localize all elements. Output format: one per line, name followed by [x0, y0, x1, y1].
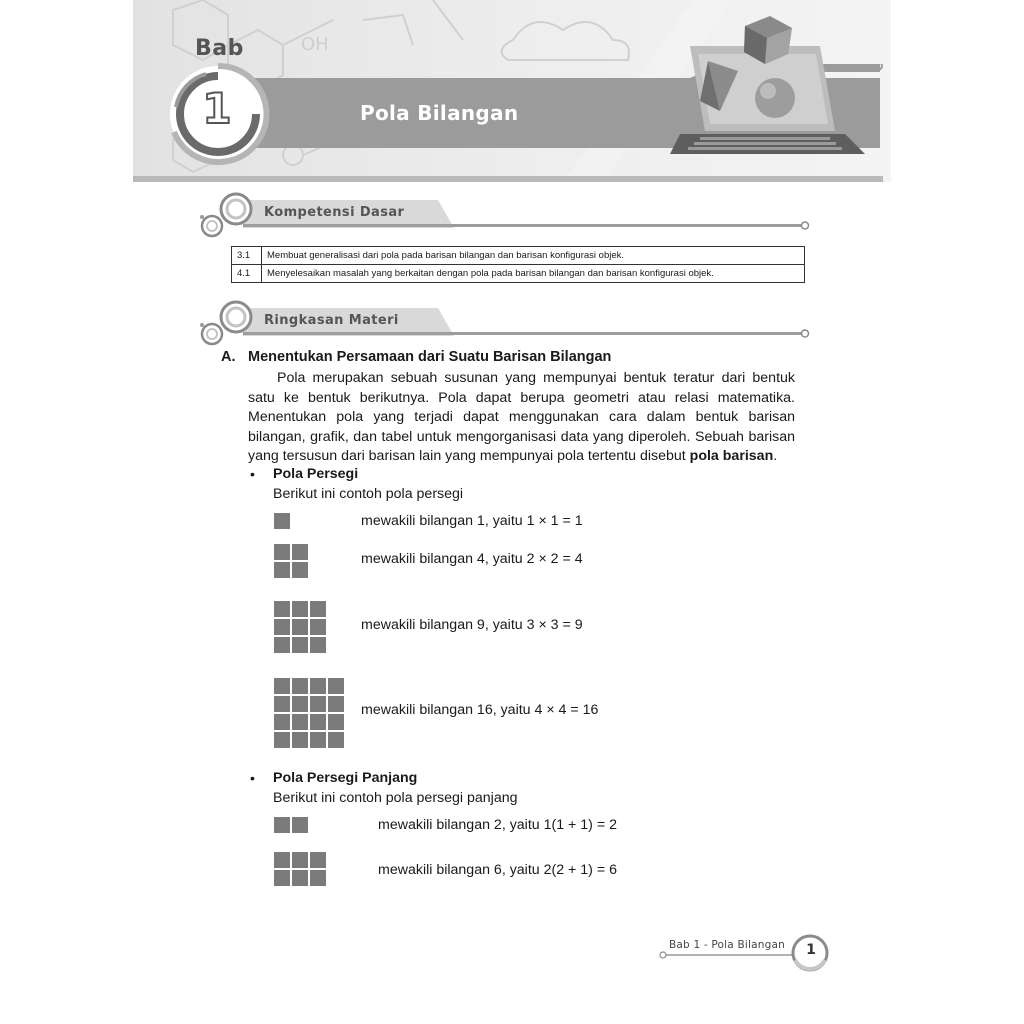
grid-square — [310, 619, 326, 635]
bullet-marker: • — [250, 770, 255, 786]
grid-square — [292, 817, 308, 833]
grid-square — [292, 852, 308, 868]
grid-square — [274, 601, 290, 617]
kd-description: Membuat generalisasi dari pola pada barisan bilangan dan barisan konfigurasi objek. — [262, 247, 805, 265]
laptop-3d-shapes-illustration — [670, 16, 870, 156]
square-caption-4: mewakili bilangan 4, yaitu 2 × 2 = 4 — [361, 551, 583, 567]
svg-text:OH: OH — [301, 34, 329, 55]
square-grid-1 — [274, 513, 290, 529]
page-number: 1 — [806, 942, 816, 958]
grid-square — [274, 637, 290, 653]
grid-square — [310, 637, 326, 653]
table-row — [232, 247, 805, 265]
grid-square — [328, 714, 344, 730]
grid-square — [310, 732, 326, 748]
paragraph-text: Pola merupakan sebuah susunan yang mempunyai bentuk teratur dari bentuk satu ke bentuk berikutnya. Pola dapat berupa geometri atau relasi matematika. Menentukan pola yang terjadi dapat menggunakan cara dalam bentuk barisan bilangan, grafik, dan tabel untuk mengorganisasi data yang diperoleh. Sebuah barisan yang tersusun dari barisan lain yang mempunyai pola tertentu disebut — [248, 370, 795, 465]
grid-square — [274, 544, 290, 560]
intro-paragraph — [248, 369, 795, 467]
grid-square — [292, 637, 308, 653]
pola-persegi-panjang-title: Pola Persegi Panjang — [273, 770, 418, 786]
square-caption-9: mewakili bilangan 9, yaitu 3 × 3 = 9 — [361, 617, 583, 633]
square-grid-4 — [274, 544, 308, 578]
square-caption-1: mewakili bilangan 1, yaitu 1 × 1 = 1 — [361, 513, 583, 529]
banner-bottom-rule — [133, 176, 883, 182]
grid-square — [310, 714, 326, 730]
grid-square — [328, 696, 344, 712]
grid-square — [292, 544, 308, 560]
paragraph-bold-term: pola barisan — [689, 448, 774, 465]
section-a-number: A. — [221, 349, 236, 365]
bullet-marker: • — [250, 466, 255, 482]
rectangle-caption-2: mewakili bilangan 2, yaitu 1(1 + 1) = 2 — [378, 817, 617, 833]
kompetensi-dasar-header — [198, 192, 810, 242]
kd-description: Menyelesaikan masalah yang berkaitan dengan pola pada barisan bilangan dan barisan konfigurasi objek. — [262, 265, 805, 283]
rectangle-grid-2 — [274, 817, 308, 833]
grid-square — [292, 696, 308, 712]
section-title: Kompetensi Dasar — [264, 205, 405, 220]
grid-square — [292, 870, 308, 886]
section-title: Ringkasan Materi — [264, 313, 399, 328]
grid-square — [274, 562, 290, 578]
grid-square — [274, 870, 290, 886]
rectangle-caption-6: mewakili bilangan 6, yaitu 2(2 + 1) = 6 — [378, 862, 617, 878]
bab-label: Bab — [195, 36, 244, 61]
grid-square — [328, 732, 344, 748]
grid-square — [292, 732, 308, 748]
grid-square — [310, 852, 326, 868]
grid-square — [310, 678, 326, 694]
kd-number: 4.1 — [232, 265, 262, 283]
grid-square — [274, 817, 290, 833]
grid-square — [310, 696, 326, 712]
grid-square — [274, 732, 290, 748]
table-row — [232, 265, 805, 283]
grid-square — [292, 678, 308, 694]
section-a-heading: Menentukan Persamaan dari Suatu Barisan Bilangan — [248, 349, 612, 365]
grid-square — [310, 870, 326, 886]
square-grid-16 — [274, 678, 344, 748]
grid-square — [274, 513, 290, 529]
kompetensi-dasar-table — [231, 246, 805, 283]
rectangle-grid-6 — [274, 852, 326, 886]
pola-persegi-desc: Berikut ini contoh pola persegi — [273, 486, 464, 502]
square-grid-9 — [274, 601, 326, 653]
grid-square — [274, 696, 290, 712]
grid-square — [292, 714, 308, 730]
ringkasan-materi-header — [198, 300, 810, 350]
grid-square — [274, 852, 290, 868]
grid-square — [274, 619, 290, 635]
paragraph-end: . — [773, 448, 778, 465]
grid-square — [274, 678, 290, 694]
chapter-title: Pola Bilangan — [360, 101, 519, 125]
running-title: Bab 1 - Pola Bilangan — [669, 939, 785, 951]
square-caption-16: mewakili bilangan 16, yaitu 4 × 4 = 16 — [361, 702, 599, 718]
chapter-number: 1 — [202, 84, 232, 133]
pola-persegi-panjang-desc: Berikut ini contoh pola persegi panjang — [273, 790, 518, 806]
grid-square — [292, 601, 308, 617]
pola-persegi-title: Pola Persegi — [273, 466, 359, 482]
kd-number: 3.1 — [232, 247, 262, 265]
grid-square — [310, 601, 326, 617]
grid-square — [328, 678, 344, 694]
grid-square — [292, 619, 308, 635]
grid-square — [292, 562, 308, 578]
grid-square — [274, 714, 290, 730]
